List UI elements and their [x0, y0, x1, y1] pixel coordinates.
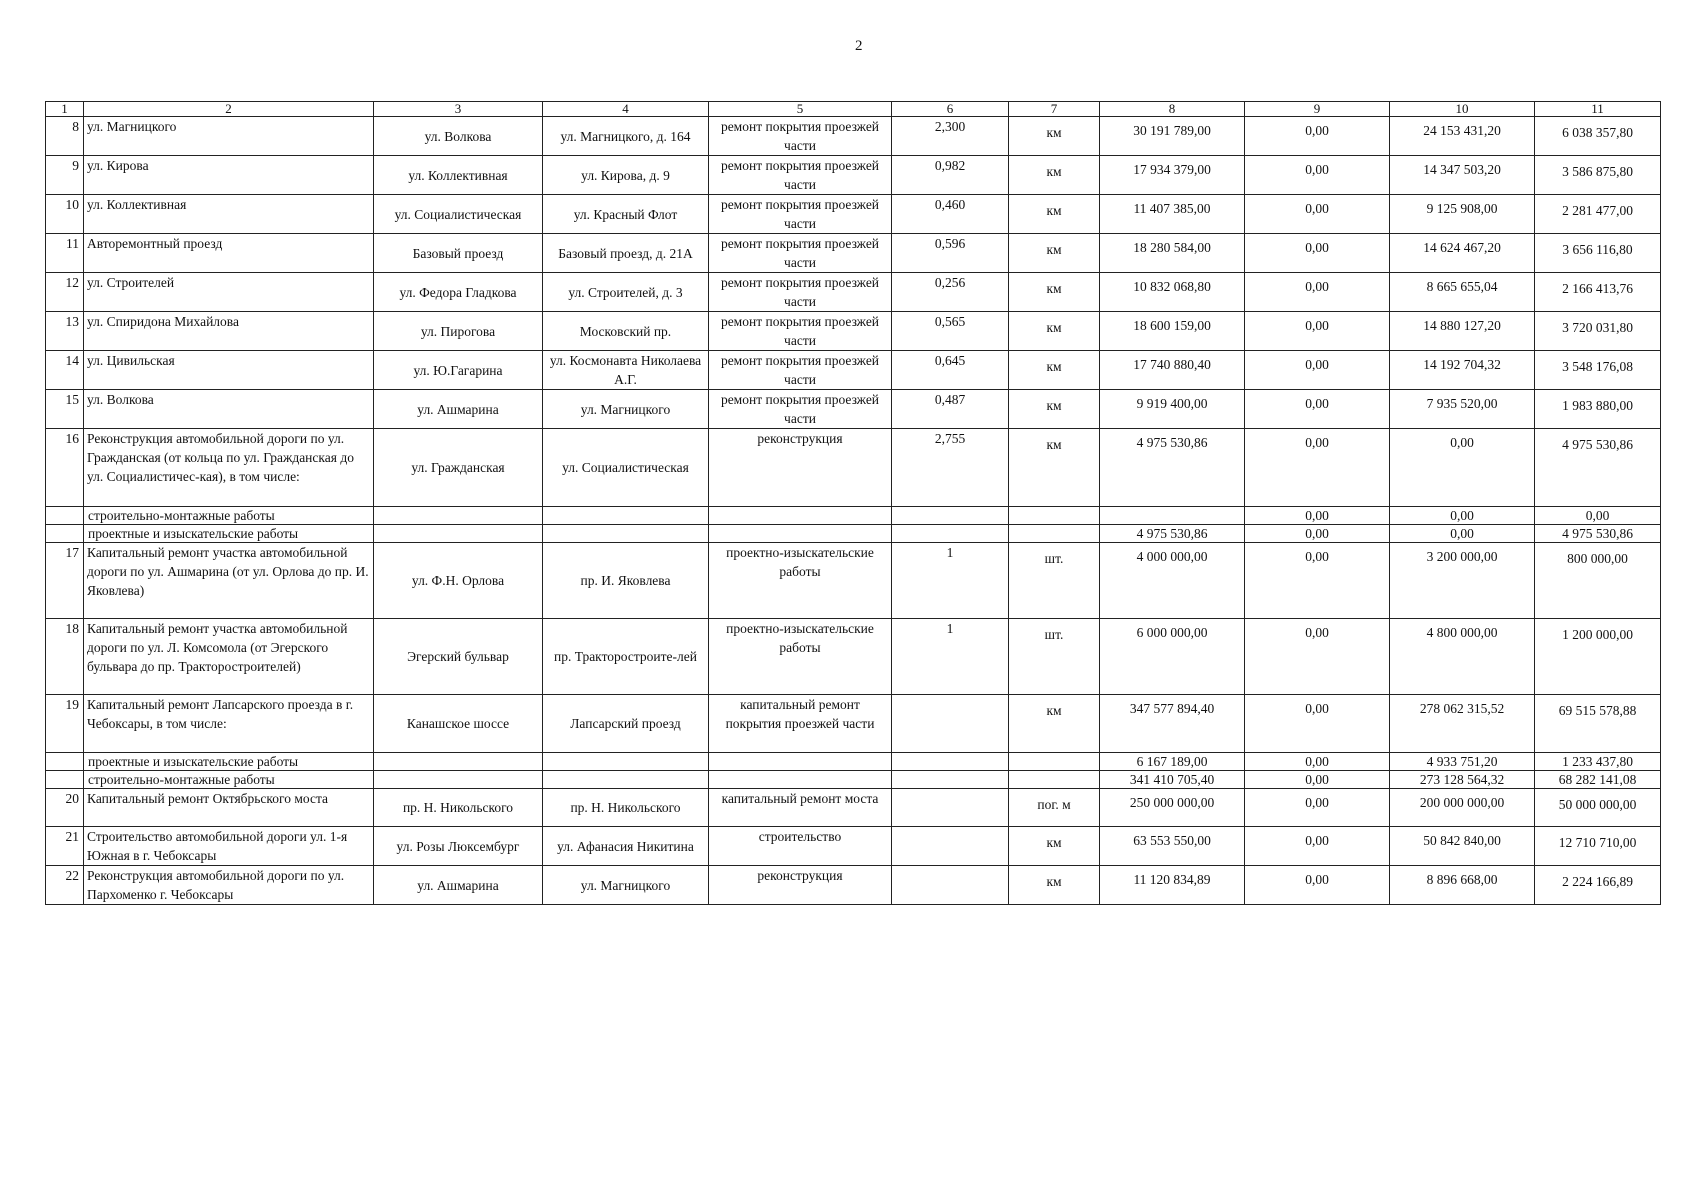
total-cost: [1100, 507, 1245, 525]
column-number: 8: [1100, 102, 1245, 117]
object-name: Реконструкция автомобильной дороги по ул. Гражданская (от кольца по ул. Гражданская до ул. Социалистичес-кая), в том числе:: [84, 429, 374, 507]
column-number: 1: [46, 102, 84, 117]
column-number: 6: [892, 102, 1009, 117]
object-name: ул. Кирова: [84, 156, 374, 195]
col10-value: 8 665 655,04: [1390, 273, 1535, 312]
segment-from: ул. Социалистическая: [374, 195, 543, 234]
table-row: [46, 390, 1661, 429]
quantity: 0,596: [892, 234, 1009, 273]
column-number: 10: [1390, 102, 1535, 117]
work-type: ремонт покрытия проезжей части: [709, 273, 892, 312]
col10-value: 278 062 315,52: [1390, 695, 1535, 753]
col11-value: 68 282 141,08: [1535, 771, 1661, 789]
total-cost: 17 934 379,00: [1100, 156, 1245, 195]
col10-value: 9 125 908,00: [1390, 195, 1535, 234]
total-cost: 18 600 159,00: [1100, 312, 1245, 351]
empty-cell: [892, 525, 1009, 543]
segment-to: пр. И. Яковлева: [543, 543, 709, 619]
col10-value: 4 933 751,20: [1390, 753, 1535, 771]
column-number: 5: [709, 102, 892, 117]
col9-value: 0,00: [1245, 827, 1390, 866]
col10-value: 273 128 564,32: [1390, 771, 1535, 789]
segment-from: ул. Ф.Н. Орлова: [374, 543, 543, 619]
unit: км: [1009, 195, 1100, 234]
col10-value: 14 347 503,20: [1390, 156, 1535, 195]
total-cost: 63 553 550,00: [1100, 827, 1245, 866]
subitem-name: строительно-монтажные работы: [84, 507, 374, 525]
segment-from: ул. Ашмарина: [374, 390, 543, 429]
row-number: 8: [46, 117, 84, 156]
col9-value: 0,00: [1245, 156, 1390, 195]
segment-to: ул. Афанасия Никитина: [543, 827, 709, 866]
object-name: ул. Волкова: [84, 390, 374, 429]
col9-value: 0,00: [1245, 312, 1390, 351]
table-row: [46, 156, 1661, 195]
quantity: 1: [892, 619, 1009, 695]
segment-to: ул. Социалистическая: [543, 429, 709, 507]
col10-value: 14 624 467,20: [1390, 234, 1535, 273]
total-cost: 4 975 530,86: [1100, 525, 1245, 543]
col11-value: 50 000 000,00: [1535, 789, 1661, 827]
total-cost: 6 000 000,00: [1100, 619, 1245, 695]
segment-to: ул. Магницкого, д. 164: [543, 117, 709, 156]
segment-from: ул. Пирогова: [374, 312, 543, 351]
object-name: Строительство автомобильной дороги ул. 1-я Южная в г. Чебоксары: [84, 827, 374, 866]
empty-cell: [543, 525, 709, 543]
unit: км: [1009, 234, 1100, 273]
subtotal-row: [46, 507, 1661, 525]
work-type: проектно-изыскательские работы: [709, 619, 892, 695]
row-number: 16: [46, 429, 84, 507]
work-type: капитальный ремонт моста: [709, 789, 892, 827]
col11-value: 2 224 166,89: [1535, 866, 1661, 905]
empty-cell: [709, 771, 892, 789]
object-name: Авторемонтный проезд: [84, 234, 374, 273]
unit: км: [1009, 827, 1100, 866]
work-type: капитальный ремонт покрытия проезжей части: [709, 695, 892, 753]
segment-to: Лапсарский проезд: [543, 695, 709, 753]
row-number: 14: [46, 351, 84, 390]
empty-cell: [374, 507, 543, 525]
row-number: 19: [46, 695, 84, 753]
work-type: ремонт покрытия проезжей части: [709, 390, 892, 429]
col10-value: 3 200 000,00: [1390, 543, 1535, 619]
row-number-empty: [46, 525, 84, 543]
unit: км: [1009, 351, 1100, 390]
segment-from: ул. Ю.Гагарина: [374, 351, 543, 390]
row-number: 10: [46, 195, 84, 234]
column-number: 9: [1245, 102, 1390, 117]
row-number: 17: [46, 543, 84, 619]
col11-value: 4 975 530,86: [1535, 525, 1661, 543]
quantity: 2,300: [892, 117, 1009, 156]
empty-cell: [892, 507, 1009, 525]
col11-value: 2 166 413,76: [1535, 273, 1661, 312]
table-row: [46, 827, 1661, 866]
table-row: [46, 273, 1661, 312]
col11-value: 3 548 176,08: [1535, 351, 1661, 390]
total-cost: 4 975 530,86: [1100, 429, 1245, 507]
work-type: ремонт покрытия проезжей части: [709, 156, 892, 195]
segment-to: пр. Тракторостроите-лей: [543, 619, 709, 695]
col9-value: 0,00: [1245, 351, 1390, 390]
col10-value: 24 153 431,20: [1390, 117, 1535, 156]
unit: км: [1009, 866, 1100, 905]
col10-value: 8 896 668,00: [1390, 866, 1535, 905]
col10-value: 14 880 127,20: [1390, 312, 1535, 351]
empty-cell: [543, 507, 709, 525]
table-row: [46, 429, 1661, 507]
empty-cell: [709, 507, 892, 525]
subtotal-row: [46, 525, 1661, 543]
segment-to: ул. Красный Флот: [543, 195, 709, 234]
segment-from: ул. Федора Гладкова: [374, 273, 543, 312]
quantity: [892, 695, 1009, 753]
segment-to: ул. Кирова, д. 9: [543, 156, 709, 195]
segment-from: ул. Ашмарина: [374, 866, 543, 905]
total-cost: 11 407 385,00: [1100, 195, 1245, 234]
object-name: ул. Спиридона Михайлова: [84, 312, 374, 351]
unit: км: [1009, 312, 1100, 351]
row-number: 18: [46, 619, 84, 695]
col10-value: 50 842 840,00: [1390, 827, 1535, 866]
work-type: ремонт покрытия проезжей части: [709, 117, 892, 156]
unit: км: [1009, 390, 1100, 429]
segment-from: Канашское шоссе: [374, 695, 543, 753]
quantity: [892, 866, 1009, 905]
empty-cell: [1009, 525, 1100, 543]
empty-cell: [709, 525, 892, 543]
col9-value: 0,00: [1245, 695, 1390, 753]
table-row: [46, 866, 1661, 905]
total-cost: 250 000 000,00: [1100, 789, 1245, 827]
col9-value: 0,00: [1245, 195, 1390, 234]
quantity: 0,565: [892, 312, 1009, 351]
column-number: 11: [1535, 102, 1661, 117]
work-type: ремонт покрытия проезжей части: [709, 195, 892, 234]
row-number: 20: [46, 789, 84, 827]
table-row: [46, 351, 1661, 390]
quantity: 0,645: [892, 351, 1009, 390]
object-name: Капитальный ремонт участка автомобильной дороги по ул. Ашмарина (от ул. Орлова до пр. И. Яковлева): [84, 543, 374, 619]
col10-value: 0,00: [1390, 507, 1535, 525]
work-type: реконструкция: [709, 866, 892, 905]
work-type: ремонт покрытия проезжей части: [709, 234, 892, 273]
subtotal-row: [46, 771, 1661, 789]
empty-cell: [1009, 753, 1100, 771]
segment-from: пр. Н. Никольского: [374, 789, 543, 827]
col11-value: 0,00: [1535, 507, 1661, 525]
unit: км: [1009, 156, 1100, 195]
work-type: строительство: [709, 827, 892, 866]
column-number: 7: [1009, 102, 1100, 117]
work-type: проектно-изыскательские работы: [709, 543, 892, 619]
table-row: [46, 312, 1661, 351]
row-number-empty: [46, 753, 84, 771]
quantity: [892, 789, 1009, 827]
col10-value: 7 935 520,00: [1390, 390, 1535, 429]
quantity: 0,460: [892, 195, 1009, 234]
col9-value: 0,00: [1245, 507, 1390, 525]
col11-value: 12 710 710,00: [1535, 827, 1661, 866]
total-cost: 17 740 880,40: [1100, 351, 1245, 390]
col11-value: 3 656 116,80: [1535, 234, 1661, 273]
table-row: [46, 195, 1661, 234]
empty-cell: [543, 771, 709, 789]
work-type: ремонт покрытия проезжей части: [709, 351, 892, 390]
segment-from: ул. Гражданская: [374, 429, 543, 507]
unit: пог. м: [1009, 789, 1100, 827]
col10-value: 14 192 704,32: [1390, 351, 1535, 390]
col9-value: 0,00: [1245, 117, 1390, 156]
total-cost: 30 191 789,00: [1100, 117, 1245, 156]
subtotal-row: [46, 753, 1661, 771]
total-cost: 11 120 834,89: [1100, 866, 1245, 905]
segment-from: Эгерский бульвар: [374, 619, 543, 695]
table-row: [46, 619, 1661, 695]
row-number: 22: [46, 866, 84, 905]
row-number: 11: [46, 234, 84, 273]
col9-value: 0,00: [1245, 390, 1390, 429]
col11-value: 4 975 530,86: [1535, 429, 1661, 507]
row-number: 9: [46, 156, 84, 195]
total-cost: 9 919 400,00: [1100, 390, 1245, 429]
header-row: [46, 102, 1661, 117]
col9-value: 0,00: [1245, 753, 1390, 771]
col11-value: 69 515 578,88: [1535, 695, 1661, 753]
col9-value: 0,00: [1245, 543, 1390, 619]
object-name: Капитальный ремонт участка автомобильной дороги по ул. Л. Комсомола (от Эгерского бульвара до пр. Тракторостроителей): [84, 619, 374, 695]
page-number: 2: [855, 38, 863, 54]
row-number: 13: [46, 312, 84, 351]
work-type: реконструкция: [709, 429, 892, 507]
empty-cell: [374, 753, 543, 771]
row-number: 15: [46, 390, 84, 429]
object-name: ул. Магницкого: [84, 117, 374, 156]
col11-value: 1 200 000,00: [1535, 619, 1661, 695]
empty-cell: [374, 525, 543, 543]
table-row: [46, 789, 1661, 827]
total-cost: 341 410 705,40: [1100, 771, 1245, 789]
col11-value: 1 233 437,80: [1535, 753, 1661, 771]
quantity: 2,755: [892, 429, 1009, 507]
unit: км: [1009, 117, 1100, 156]
empty-cell: [374, 771, 543, 789]
empty-cell: [892, 753, 1009, 771]
total-cost: 18 280 584,00: [1100, 234, 1245, 273]
table-row: [46, 117, 1661, 156]
col9-value: 0,00: [1245, 429, 1390, 507]
object-name: Капитальный ремонт Лапсарского проезда в г. Чебоксары, в том числе:: [84, 695, 374, 753]
work-type: ремонт покрытия проезжей части: [709, 312, 892, 351]
table-row: [46, 234, 1661, 273]
segment-to: Московский пр.: [543, 312, 709, 351]
row-number: 21: [46, 827, 84, 866]
unit: км: [1009, 429, 1100, 507]
table-row: [46, 543, 1661, 619]
col11-value: 800 000,00: [1535, 543, 1661, 619]
object-name: Реконструкция автомобильной дороги по ул. Пархоменко г. Чебоксары: [84, 866, 374, 905]
segment-to: Базовый проезд, д. 21А: [543, 234, 709, 273]
subitem-name: проектные и изыскательские работы: [84, 753, 374, 771]
quantity: 0,982: [892, 156, 1009, 195]
unit: км: [1009, 273, 1100, 312]
unit: шт.: [1009, 543, 1100, 619]
col11-value: 1 983 880,00: [1535, 390, 1661, 429]
segment-from: ул. Волкова: [374, 117, 543, 156]
col11-value: 6 038 357,80: [1535, 117, 1661, 156]
unit: шт.: [1009, 619, 1100, 695]
empty-cell: [543, 753, 709, 771]
empty-cell: [1009, 771, 1100, 789]
empty-cell: [1009, 507, 1100, 525]
col9-value: 0,00: [1245, 866, 1390, 905]
column-number: 4: [543, 102, 709, 117]
total-cost: 347 577 894,40: [1100, 695, 1245, 753]
segment-to: ул. Космонавта Николаева А.Г.: [543, 351, 709, 390]
segment-to: ул. Магницкого: [543, 390, 709, 429]
col9-value: 0,00: [1245, 771, 1390, 789]
col9-value: 0,00: [1245, 273, 1390, 312]
segment-to: ул. Строителей, д. 3: [543, 273, 709, 312]
empty-cell: [892, 771, 1009, 789]
col10-value: 0,00: [1390, 429, 1535, 507]
road-works-table: [45, 101, 1661, 905]
quantity: 0,256: [892, 273, 1009, 312]
segment-to: ул. Магницкого: [543, 866, 709, 905]
col11-value: 3 720 031,80: [1535, 312, 1661, 351]
total-cost: 10 832 068,80: [1100, 273, 1245, 312]
col10-value: 0,00: [1390, 525, 1535, 543]
segment-from: ул. Коллективная: [374, 156, 543, 195]
subitem-name: строительно-монтажные работы: [84, 771, 374, 789]
col9-value: 0,00: [1245, 234, 1390, 273]
quantity: 1: [892, 543, 1009, 619]
col9-value: 0,00: [1245, 619, 1390, 695]
segment-to: пр. Н. Никольского: [543, 789, 709, 827]
subitem-name: проектные и изыскательские работы: [84, 525, 374, 543]
col10-value: 4 800 000,00: [1390, 619, 1535, 695]
col11-value: 2 281 477,00: [1535, 195, 1661, 234]
column-number: 3: [374, 102, 543, 117]
total-cost: 4 000 000,00: [1100, 543, 1245, 619]
row-number-empty: [46, 771, 84, 789]
col9-value: 0,00: [1245, 789, 1390, 827]
segment-from: ул. Розы Люксембург: [374, 827, 543, 866]
object-name: ул. Коллективная: [84, 195, 374, 234]
object-name: ул. Цивильская: [84, 351, 374, 390]
col9-value: 0,00: [1245, 525, 1390, 543]
total-cost: 6 167 189,00: [1100, 753, 1245, 771]
table-row: [46, 695, 1661, 753]
quantity: [892, 827, 1009, 866]
col10-value: 200 000 000,00: [1390, 789, 1535, 827]
column-number: 2: [84, 102, 374, 117]
unit: км: [1009, 695, 1100, 753]
segment-from: Базовый проезд: [374, 234, 543, 273]
empty-cell: [709, 753, 892, 771]
object-name: ул. Строителей: [84, 273, 374, 312]
col11-value: 3 586 875,80: [1535, 156, 1661, 195]
object-name: Капитальный ремонт Октябрьского моста: [84, 789, 374, 827]
row-number: 12: [46, 273, 84, 312]
quantity: 0,487: [892, 390, 1009, 429]
row-number-empty: [46, 507, 84, 525]
